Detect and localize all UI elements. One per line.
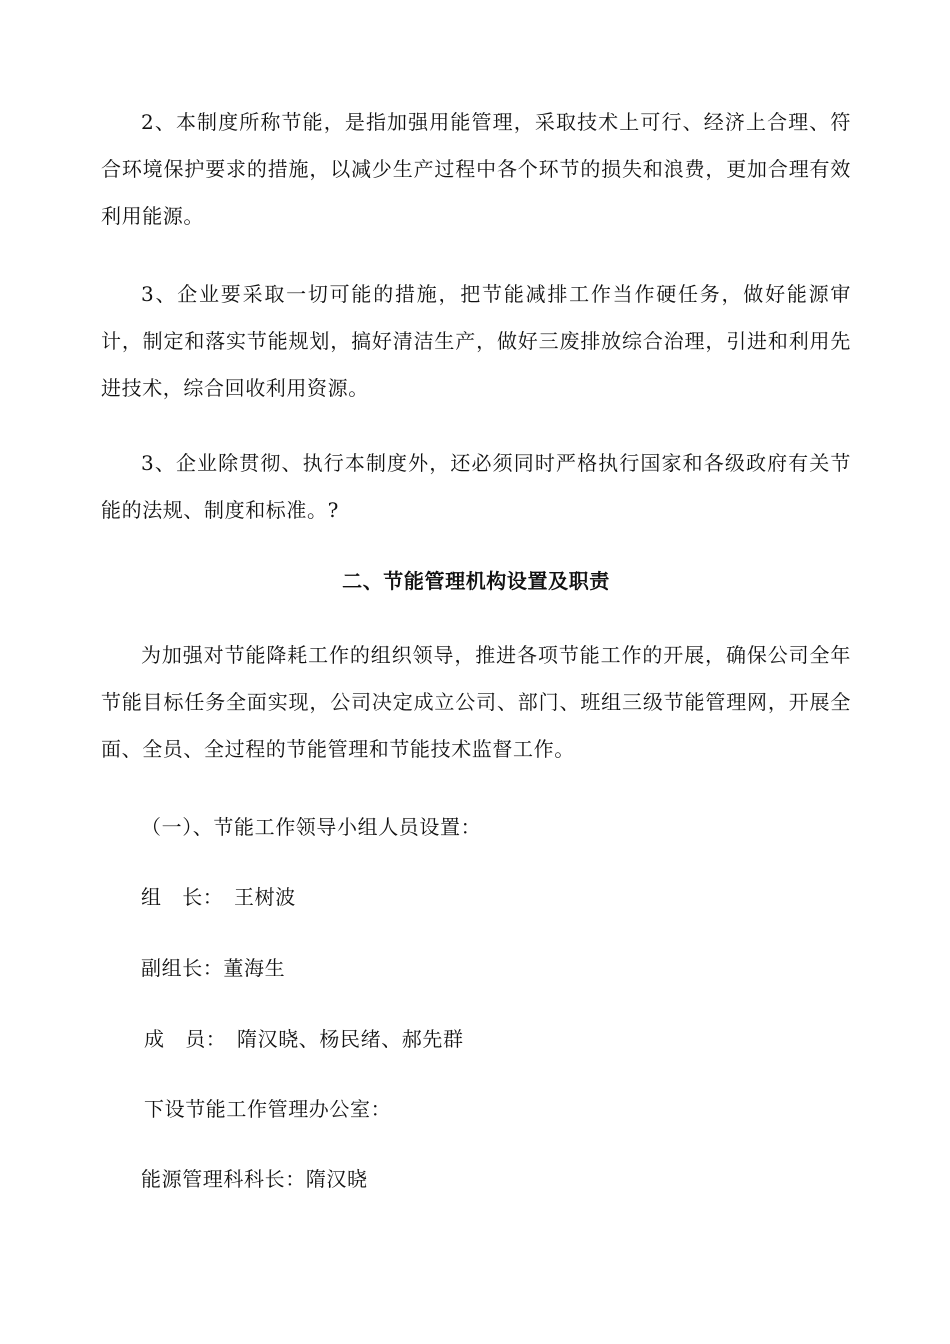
deputy-leader-label: 副组长：: [141, 956, 224, 980]
energy-section-chief-value: 隋汉晓: [305, 1167, 368, 1191]
leader-line: [141, 882, 296, 912]
paragraph-enterprise-measures: 3、企业要采取一切可能的措施，把节能减排工作当作硬任务，做好能源审计，制定和落实节能规划，搞好清洁生产，做好三废排放综合治理，引进和利用先进技术，综合回收利用资源。: [101, 282, 851, 400]
office-line: 下设节能工作管理办公室：: [144, 1097, 392, 1121]
paragraph-compliance: 3、企业除贯彻、执行本制度外，还必须同时严格执行国家和各级政府有关节能的法规、制度和标准。?: [101, 451, 851, 522]
leader-value: 王树波: [234, 885, 296, 909]
leader-label: 组 长：: [141, 885, 224, 909]
members-value: 隋汉晓、杨民绪、郝先群: [237, 1027, 464, 1051]
section-heading: 二、节能管理机构设置及职责: [342, 569, 610, 593]
subsection-title: （一）、节能工作领导小组人员设置：: [141, 815, 482, 839]
energy-section-chief-line: [141, 1164, 368, 1194]
deputy-leader-value: 董海生: [223, 956, 286, 980]
energy-section-chief-label: 能源管理科科长：: [141, 1167, 306, 1191]
paragraph-section-intro: 为加强对节能降耗工作的组织领导，推进各项节能工作的开展，确保公司全年节能目标任务全面实现，公司决定成立公司、部门、班组三级节能管理网，开展全面、全员、全过程的节能管理和节能技术监督工作。: [101, 643, 851, 761]
deputy-leader-line: [141, 953, 285, 983]
members-label: 成 员：: [144, 1027, 227, 1051]
members-line: [144, 1024, 464, 1054]
paragraph-energy-definition: 2、本制度所称节能，是指加强用能管理，采取技术上可行、经济上合理、符合环境保护要求的措施，以减少生产过程中各个环节的损失和浪费，更加合理有效利用能源。: [101, 110, 851, 228]
